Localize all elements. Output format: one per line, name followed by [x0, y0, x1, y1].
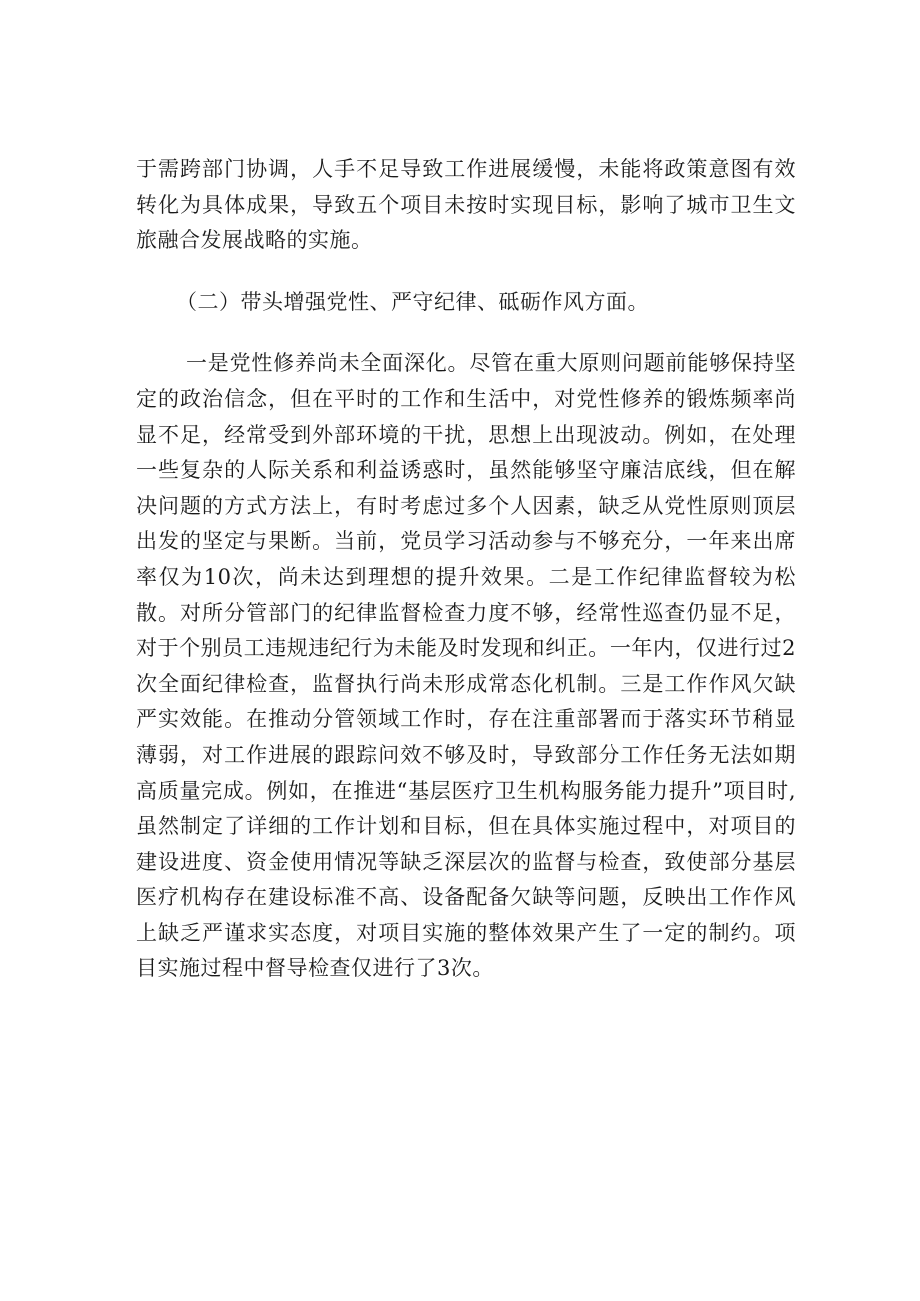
paragraph-continuation: 于需跨部门协调，人手不足导致工作进展缓慢，未能将政策意图有效转化为具体成果，导致五个项目未按时实现目标，影响了城市卫生文旅融合发展战略的实施。 [136, 157, 796, 253]
section-heading: （二）带头增强党性、严守纪律、砥砺作风方面。 [176, 289, 649, 314]
paragraph-body: 一是党性修养尚未全面深化。尽管在重大原则问题前能够保持坚定的政治信念，但在平时的工作和生活中，对党性修养的锻炼频率尚显不足，经常受到外部环境的干扰，思想上出现波动。例如，在处理一些复杂的人际关系和利益诱惑时，虽然能够坚守廉洁底线，但在解决问题的方式方法上，有时考虑过多个人因素，缺乏从党性原则顶层出发的坚定与果断。当前，党员学习活动参与不够充分，一年来出席率仅为10次，尚未达到理想的提升效果。二是工作纪律监督较为松散。对所分管部门的纪律监督检查力度不够，经常性巡查仍显不足，对于个别员工违规违纪行为未能及时发现和纠正。一年内，仅进行过2次全面纪律检查，监督执行尚未形成常态化机制。三是工作作风欠缺严实效能。在推动分管领域工作时，存在注重部署而于落实环节稍显薄弱，对工作进展的跟踪问效不够及时，导致部分工作任务无法如期高质量完成。例如，在推进“基层医疗卫生机构服务能力提升”项目时,虽然制定了详细的工作计划和目标，但在具体实施过程中，对项目的建设进度、资金使用情况等缺乏深层次的监督与检查，致使部分基层医疗机构存在建设标准不高、设备配备欠缺等问题，反映出工作作风上缺乏严谨求实态度，对项目实施的整体效果产生了一定的制约。项目实施过程中督导检查仅进行了3次。 [136, 351, 796, 981]
document-body [136, 152, 796, 987]
